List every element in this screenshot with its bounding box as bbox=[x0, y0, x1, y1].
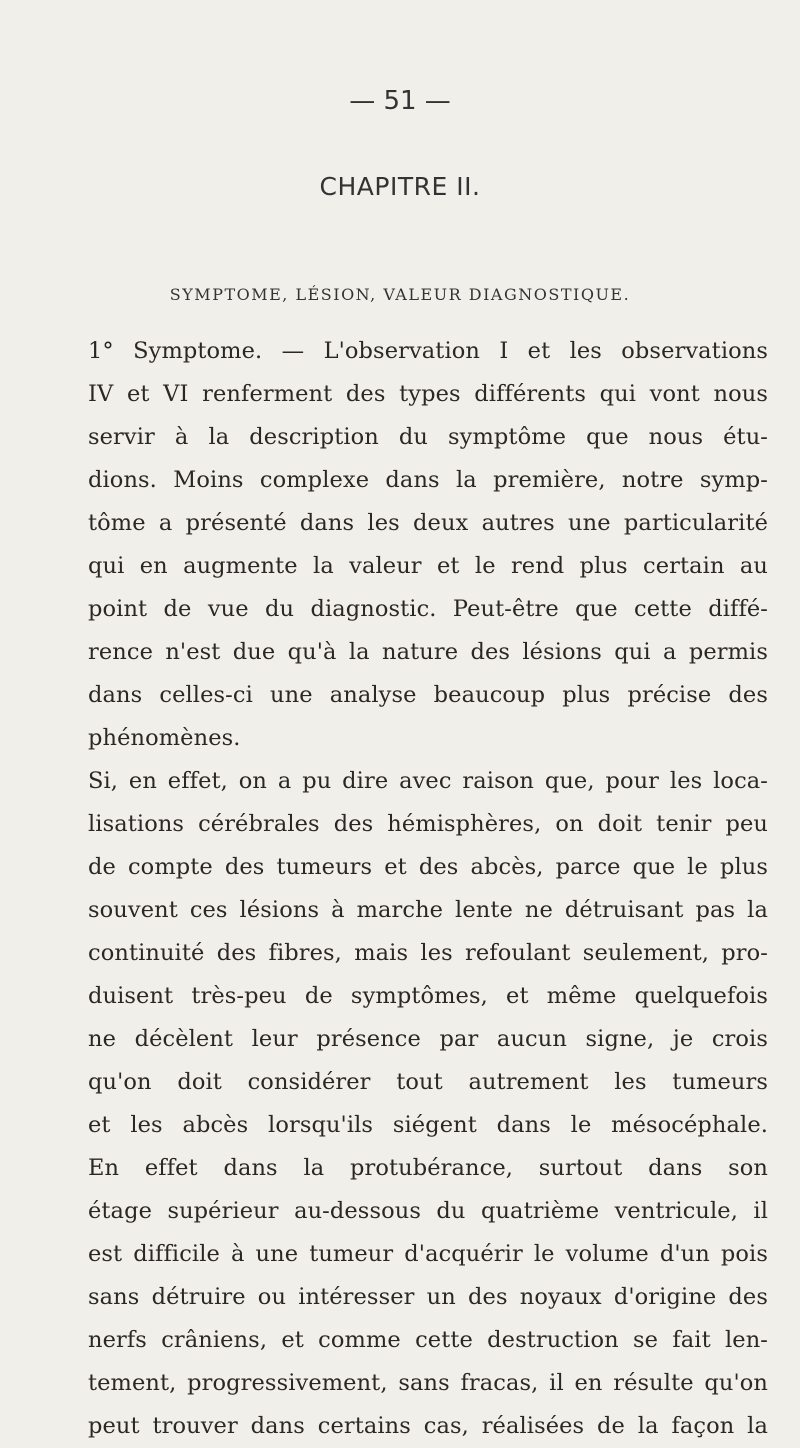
text-line: qui en augmente la valeur et le rend plus certain au bbox=[88, 553, 768, 579]
text-line: sans détruire ou intéresser un des noyaux d'origine des bbox=[88, 1284, 768, 1310]
text-line: et les abcès lorsqu'ils siégent dans le mésocéphale. bbox=[88, 1112, 768, 1138]
text-line: lisations cérébrales des hémisphères, on doit tenir peu bbox=[88, 811, 768, 837]
chapter-title: CHAPITRE II. bbox=[319, 172, 481, 201]
text-line: peut trouver dans certains cas, réalisées de la façon la bbox=[88, 1413, 768, 1439]
text-line: nerfs crâniens, et comme cette destruction se fait len- bbox=[88, 1327, 768, 1353]
text-line: de compte des tumeurs et des abcès, parce que le plus bbox=[88, 854, 768, 880]
text-line: point de vue du diagnostic. Peut-être que cette diffé- bbox=[88, 596, 768, 622]
text-line: 1° Symptome. — L'observation I et les observations bbox=[88, 338, 768, 364]
body-text bbox=[88, 330, 768, 1448]
text-line: duisent très-peu de symptômes, et même quelquefois bbox=[88, 983, 768, 1009]
text-line: qu'on doit considérer tout autrement les tumeurs bbox=[88, 1069, 768, 1095]
text-line: rence n'est due qu'à la nature des lésions qui a permis bbox=[88, 639, 768, 665]
text-line: étage supérieur au-dessous du quatrième ventricule, il bbox=[88, 1198, 768, 1224]
text-line: IV et VI renferment des types différents qui vont nous bbox=[88, 381, 768, 407]
text-line: continuité des fibres, mais les refoulant seulement, pro- bbox=[88, 940, 768, 966]
text-line: est difficile à une tumeur d'acquérir le volume d'un pois bbox=[88, 1241, 768, 1267]
text-line: dions. Moins complexe dans la première, notre symp- bbox=[88, 467, 768, 493]
page-number: — 51 — bbox=[349, 86, 451, 116]
section-heading: SYMPTOME, LÉSION, VALEUR DIAGNOSTIQUE. bbox=[169, 285, 631, 304]
text-line: Si, en effet, on a pu dire avec raison que, pour les loca- bbox=[88, 768, 768, 794]
text-line: servir à la description du symptôme que nous étu- bbox=[88, 424, 768, 450]
text-line: dans celles-ci une analyse beaucoup plus précise des bbox=[88, 682, 768, 708]
text-line: En effet dans la protubérance, surtout dans son bbox=[88, 1155, 768, 1181]
text-line: tôme a présenté dans les deux autres une particularité bbox=[88, 510, 768, 536]
text-line: phénomènes. bbox=[88, 725, 241, 751]
text-line: souvent ces lésions à marche lente ne détruisant pas la bbox=[88, 897, 768, 923]
text-line: tement, progressivement, sans fracas, il en résulte qu'on bbox=[88, 1370, 768, 1396]
text-line: ne décèlent leur présence par aucun signe, je crois bbox=[88, 1026, 768, 1052]
